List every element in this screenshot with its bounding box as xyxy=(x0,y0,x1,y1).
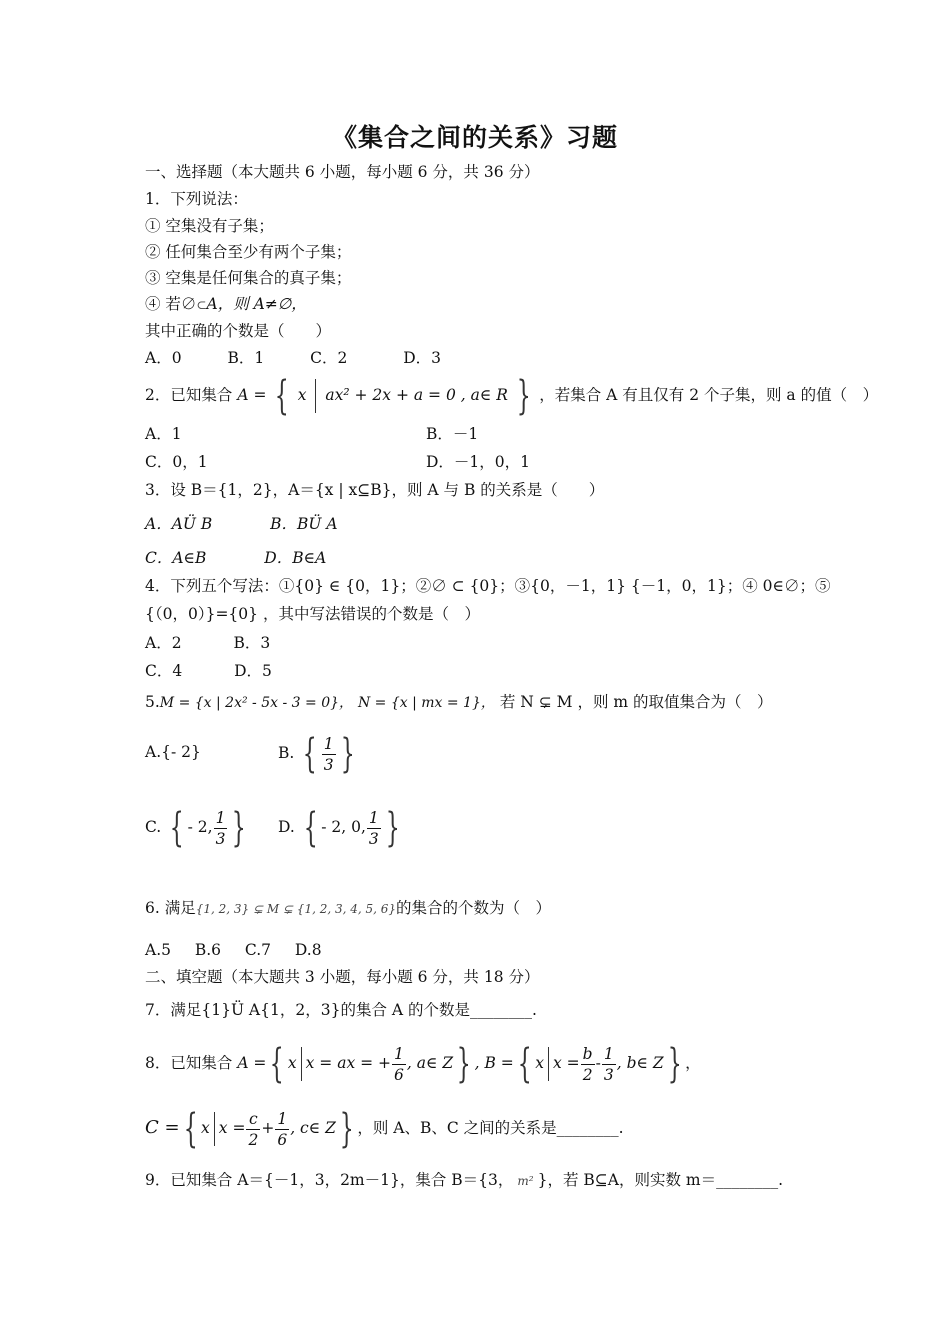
q8-set-c-lhs: C = xyxy=(145,1117,180,1138)
q3-options-row-1 xyxy=(145,514,338,534)
q8-ask: ，则 A、B、C 之间的关系是________. xyxy=(357,1119,624,1137)
fraction xyxy=(367,808,381,849)
subset-symbol: ⊂ xyxy=(196,298,207,312)
right-brace-icon: } xyxy=(339,1106,354,1152)
q5-option-a-value: {- 2} xyxy=(161,743,201,761)
numerator: 1 xyxy=(323,734,334,753)
numerator: 1 xyxy=(277,1109,288,1128)
q4-option-d: D．5 xyxy=(234,662,272,680)
page-title: 《集合之间的关系》习题 xyxy=(331,123,618,152)
q5-option-b-label: B. xyxy=(278,744,295,762)
q8-var-b: x xyxy=(535,1054,544,1072)
q2-option-a: A．1 xyxy=(145,425,182,443)
q2-set-name: A xyxy=(237,386,249,404)
q2-option-b: B．－1 xyxy=(426,425,479,443)
q1-option-b: B．1 xyxy=(227,349,265,367)
q4-option-b: B．3 xyxy=(233,634,271,652)
denominator: 6 xyxy=(394,1065,404,1084)
q8-var: x xyxy=(287,1054,297,1072)
q3-option-a: A．AÜ B xyxy=(145,515,213,533)
q6-option-c: C.7 xyxy=(244,941,272,959)
q4-options-row-2 xyxy=(145,661,272,681)
denominator: 2 xyxy=(248,1130,259,1149)
q8-set-c-post: , c∈ Z xyxy=(290,1119,336,1137)
q2-option-d: D．－1，0，1 xyxy=(426,453,531,471)
q5-set-m: M = {x | 2x² - 5x - 3 = 0}， xyxy=(159,695,354,711)
q6-pre: 6. 满足 xyxy=(145,899,196,917)
minus-sign: - xyxy=(595,1054,601,1072)
q2-option-c: C．0，1 xyxy=(145,453,208,471)
denominator: 2 xyxy=(582,1065,593,1084)
q5-option-d-label: D. xyxy=(278,818,295,836)
fraction xyxy=(602,1044,616,1085)
q3-option-d: D．B∈A xyxy=(264,549,327,567)
q4-option-c: C．4 xyxy=(145,662,183,680)
q6-option-a: A.5 xyxy=(145,941,171,959)
q5-ask: 若 N ⊊ M ，则 m 的取值集合为（ ） xyxy=(499,693,773,711)
q1-option-d: D．3 xyxy=(403,349,441,367)
q8-set-a-post: , a∈ Z xyxy=(406,1054,454,1072)
q1-statement-4-b: A，则 A≠∅， xyxy=(206,295,307,313)
q6-stem xyxy=(145,898,551,919)
q5-option-d xyxy=(278,802,403,852)
q5-set-n: N = {x | mx = 1}， xyxy=(357,695,495,711)
q8-var-c: x xyxy=(201,1119,210,1137)
q1-option-a: A．0 xyxy=(145,349,182,367)
q8-set-c-mid: x = xyxy=(218,1119,246,1137)
q2-post: ，若集合 A 有且仅有 2 个子集，则 a 的值（ ） xyxy=(539,386,879,404)
section-1-heading: 一、选择题（本大题共 6 小题，每小题 6 分，共 36 分） xyxy=(145,163,540,181)
numerator: c xyxy=(246,1109,260,1130)
q2-pre: 2．已知集合 xyxy=(145,386,233,404)
fraction xyxy=(246,1109,260,1150)
numerator: 1 xyxy=(215,808,226,827)
fraction xyxy=(581,1044,595,1085)
right-brace-icon: } xyxy=(232,805,247,851)
q8-pre: 8．已知集合 xyxy=(145,1054,233,1072)
fraction xyxy=(322,734,336,775)
divider-bar xyxy=(301,1047,302,1081)
q1-statement-2: ② 任何集合至少有两个子集； xyxy=(145,243,352,261)
denominator: 3 xyxy=(323,755,334,774)
q5-option-b xyxy=(278,728,358,778)
q1-options xyxy=(145,348,441,368)
right-brace-icon: } xyxy=(516,373,531,419)
q1-ask: 其中正确的个数是（ ） xyxy=(145,322,332,340)
q8-set-c-line xyxy=(145,1103,624,1153)
q6-post: 的集合的个数为（ ） xyxy=(396,899,552,917)
q8-set-a-mid: x = ax = + xyxy=(305,1054,392,1072)
q5-option-a xyxy=(145,742,201,762)
denominator: 6 xyxy=(277,1130,288,1149)
q4-stem-line-2: {（0，0）}={0} ，其中写法错误的个数是（ ） xyxy=(145,605,480,623)
q4-stem-line-1: 4．下列五个写法：①{0} ∈ {0，1}；②∅ ⊂ {0}；③{0，－1，1} {－1，0，1}；④ 0∈∅；⑤ xyxy=(145,577,831,595)
q5-stem xyxy=(145,692,773,713)
q5-number: 5. xyxy=(145,693,160,711)
fraction xyxy=(214,808,228,849)
fraction xyxy=(275,1109,289,1150)
q4-options-row-1 xyxy=(145,633,270,653)
left-brace-icon: { xyxy=(270,1041,285,1087)
q6-sets: {1, 2, 3} ⊊ M ⊊ {1, 2, 3, 4, 5, 6} xyxy=(195,902,397,916)
q1-statement-3: ③ 空集是任何集合的真子集； xyxy=(145,269,352,287)
left-brace-icon: { xyxy=(302,731,317,777)
q6-option-d: D.8 xyxy=(294,941,322,959)
q5-option-d-value: - 2, 0, xyxy=(321,818,366,836)
q6-option-b: B.6 xyxy=(194,941,222,959)
q3-options-row-2 xyxy=(145,548,326,568)
numerator: b xyxy=(582,1044,593,1063)
denominator: 3 xyxy=(368,829,379,848)
q3-stem: 3．设 B＝{1，2}，A＝{x | x⊆B}，则 A 与 B 的关系是（ ） xyxy=(145,481,605,499)
q9-pre: 9．已知集合 A＝{－1，3，2m－1}，集合 B＝{3， xyxy=(145,1171,514,1189)
q3-option-c: C．A∈B xyxy=(145,549,207,567)
q1-stem: 1．下列说法： xyxy=(145,190,248,208)
q8-set-b-lhs: , B = xyxy=(474,1054,514,1072)
numerator: 1 xyxy=(603,1044,614,1063)
denominator: 3 xyxy=(215,829,226,848)
q1-statement-4-a: ④ 若∅ xyxy=(145,295,197,313)
q5-option-a-label: A. xyxy=(145,743,162,761)
q9-m-squared: m² xyxy=(517,1174,534,1188)
q9-post: }，若 B⊆A，则实数 m＝________. xyxy=(537,1171,784,1189)
q8-set-b-post: , b∈ Z xyxy=(616,1054,664,1072)
q1-statement-1: ① 空集没有子集； xyxy=(145,217,274,235)
left-brace-icon: { xyxy=(169,805,184,851)
divider-bar xyxy=(548,1047,549,1081)
q5-option-c-label: C. xyxy=(145,818,162,836)
right-brace-icon: } xyxy=(385,805,400,851)
right-brace-icon: } xyxy=(340,731,355,777)
q1-option-c: C．2 xyxy=(310,349,348,367)
left-brace-icon: { xyxy=(275,373,290,419)
q8-set-a-lhs: A = xyxy=(237,1054,267,1072)
q2-stem: 2．已知集合 A = { x ax² + 2x + a = 0 , a∈ R } ，若集合 A 有且仅有 2 个子集，则 a 的值（ ） xyxy=(145,373,879,419)
q5-option-c-value: - 2, xyxy=(187,818,213,836)
q4-option-a: A．2 xyxy=(145,634,182,652)
q8-tail: ， xyxy=(685,1054,701,1072)
right-brace-icon: } xyxy=(456,1041,471,1087)
q1-statement-4 xyxy=(145,294,307,315)
q7-stem: 7．满足{1}Ü A{1，2，3}的集合 A 的个数是________. xyxy=(145,1001,537,1019)
numerator: 1 xyxy=(368,808,379,827)
numerator: 1 xyxy=(394,1044,404,1063)
plus-sign: + xyxy=(261,1119,275,1137)
divider-bar xyxy=(315,379,316,413)
fraction xyxy=(392,1044,406,1085)
right-brace-icon: } xyxy=(667,1041,682,1087)
left-brace-icon: { xyxy=(183,1106,198,1152)
q8-set-b-mid: x = xyxy=(553,1054,580,1072)
q9-stem xyxy=(145,1170,783,1191)
divider-bar xyxy=(214,1112,215,1146)
q3-option-b: B．BÜ A xyxy=(270,515,338,533)
section-2-heading: 二、填空题（本大题共 3 小题，每小题 6 分，共 18 分） xyxy=(145,968,540,986)
left-brace-icon: { xyxy=(303,805,318,851)
q6-options xyxy=(145,940,322,960)
denominator: 3 xyxy=(603,1065,614,1084)
q8-stem xyxy=(145,1038,701,1088)
q5-option-c xyxy=(145,802,250,852)
q2-expr: ax² + 2x + a = 0 , a∈ R xyxy=(325,386,508,404)
left-brace-icon: { xyxy=(517,1041,532,1087)
q2-var: x xyxy=(297,386,307,404)
